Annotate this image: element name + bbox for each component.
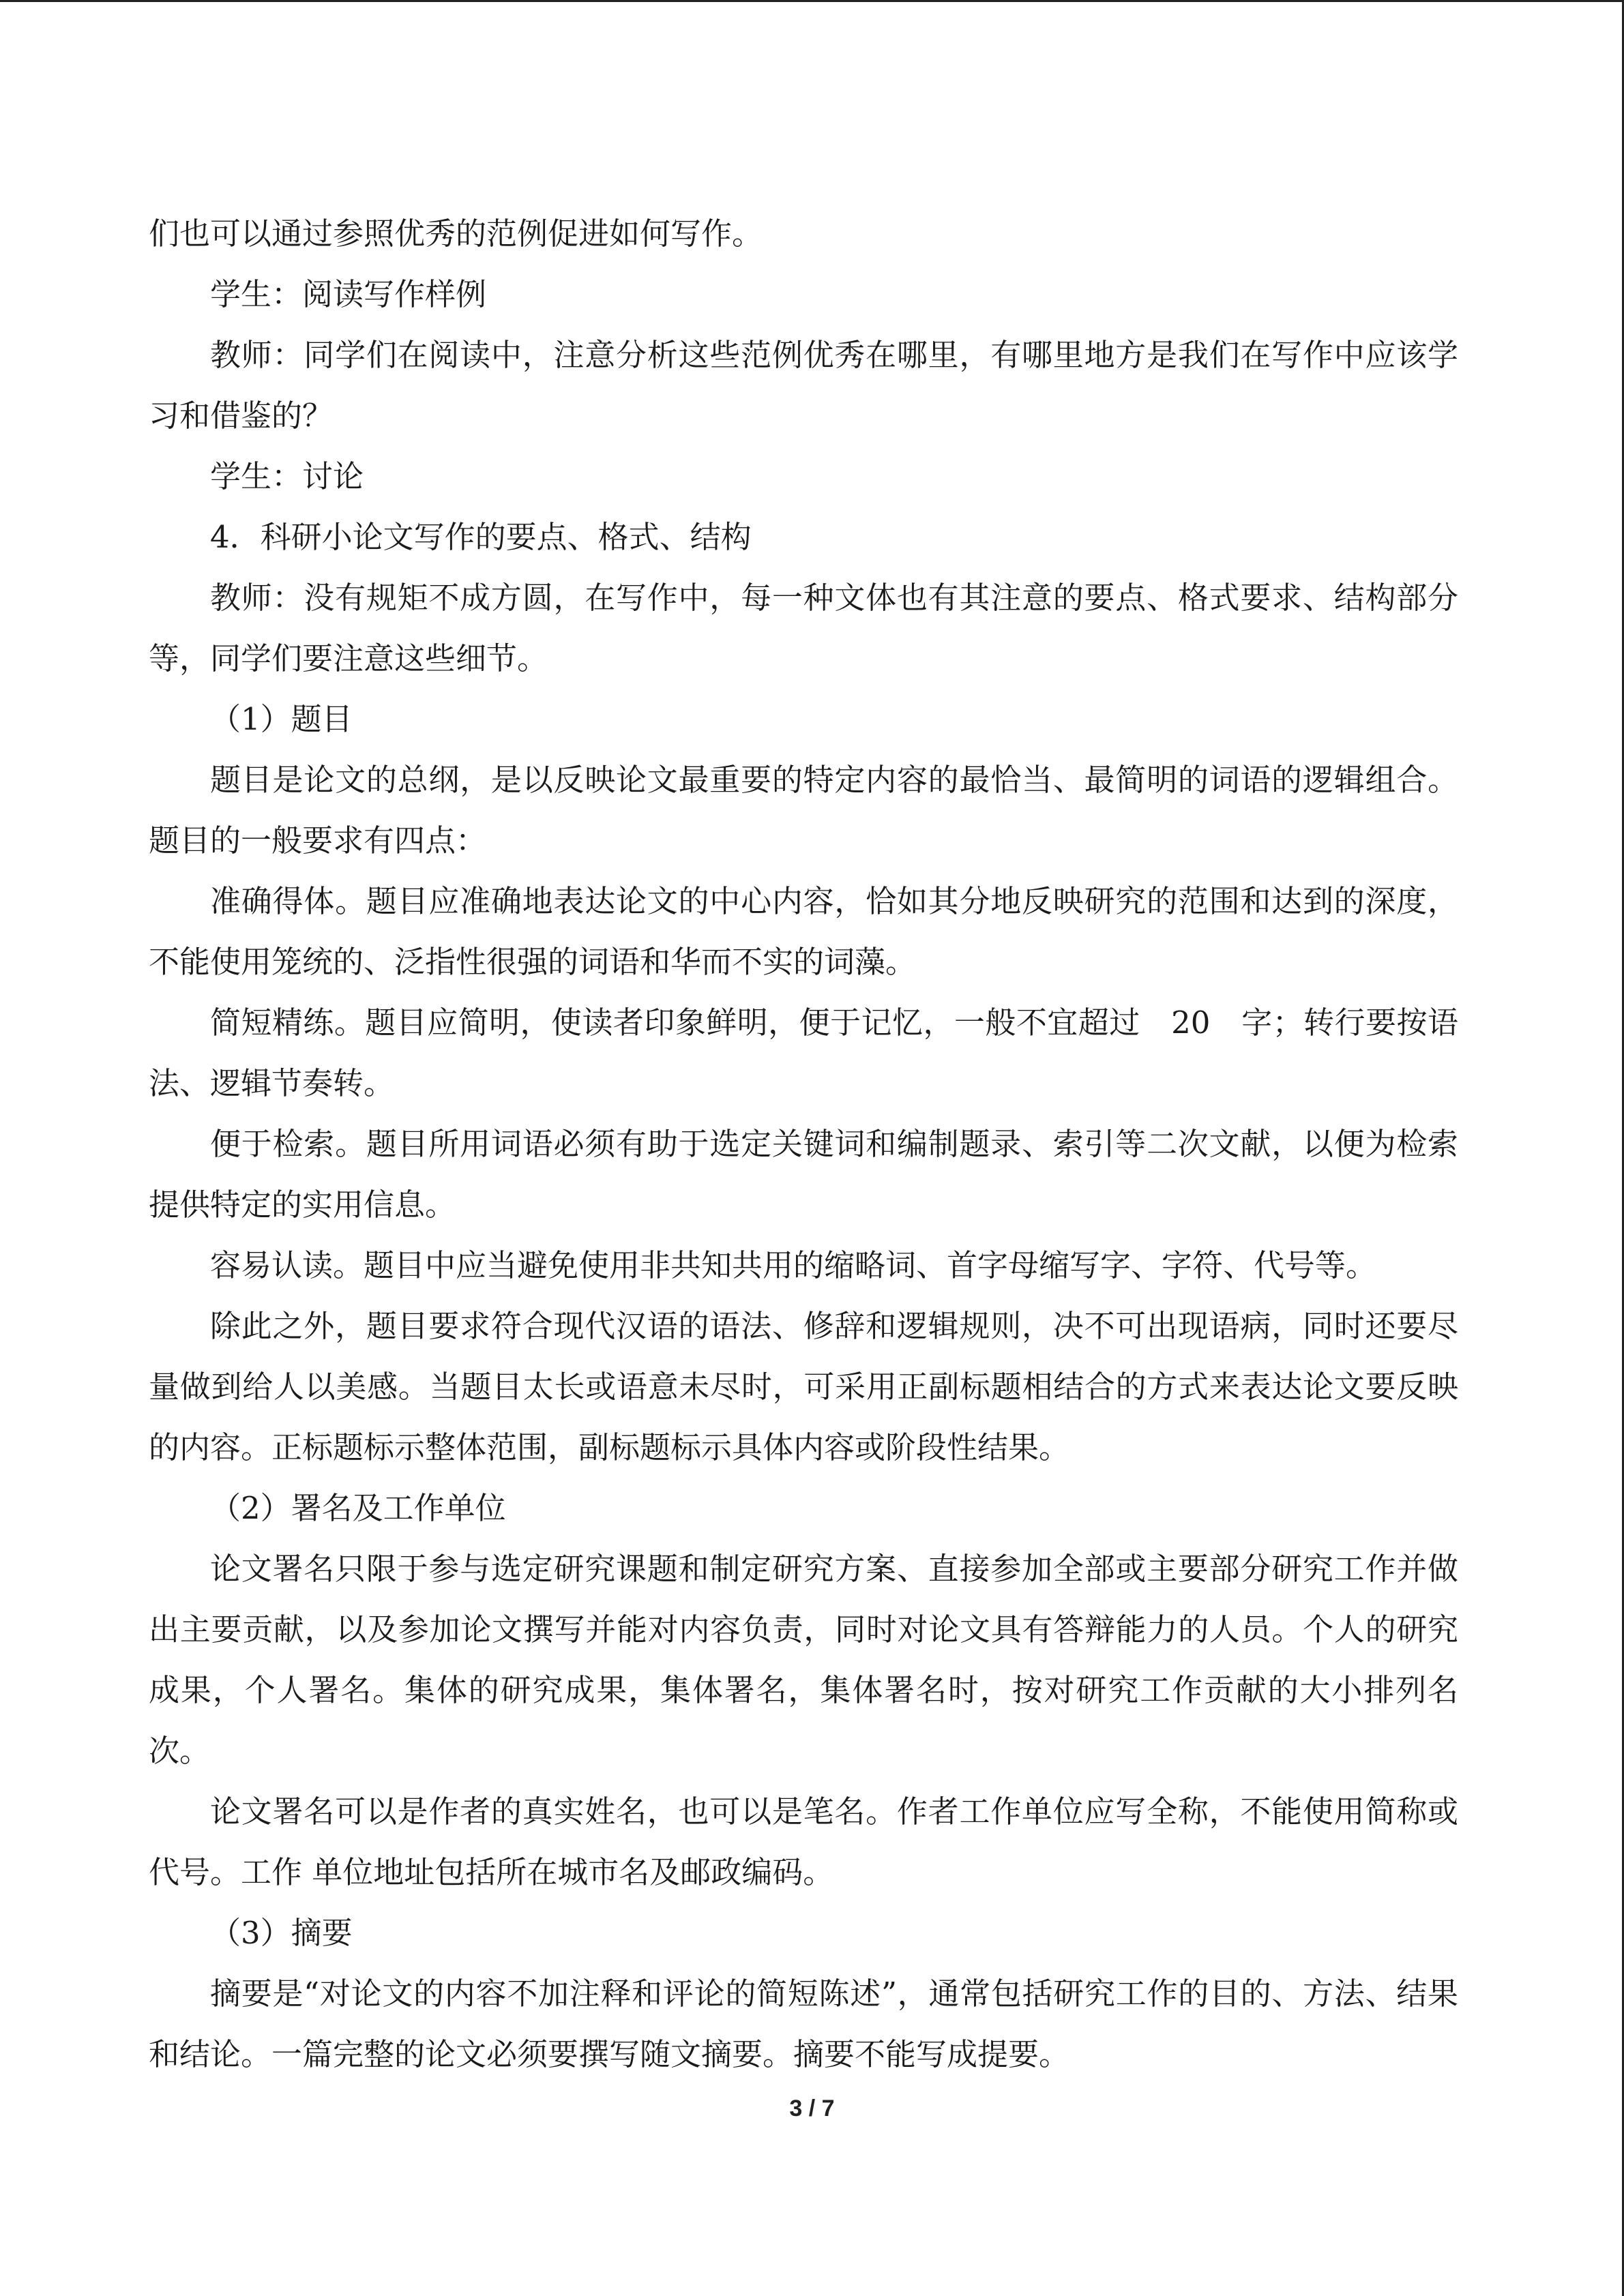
subheading-title: （1）题目	[210, 701, 353, 737]
section-heading-4: 4．科研小论文写作的要点、格式、结构	[210, 519, 752, 555]
paragraph-teacher-rules: 教师：没有规矩不成方圆，在写作中，每一种文体也有其注意的要点、格式要求、结构部分等，同学们要注意这些细节。	[149, 580, 1458, 676]
paragraph-searchable: 便于检索。题目所用词语必须有助于选定关键词和编制题录、索引等二次文献，以便为检索提供特定的实用信息。	[149, 1126, 1458, 1223]
subheading-abstract: （3）摘要	[210, 1915, 353, 1951]
paragraph-additional: 除此之外，题目要求符合现代汉语的语法、修辞和逻辑规则，决不可出现语病，同时还要尽量做到给人以美感。当题目太长或语意未尽时，可采用正副标题相结合的方式来表达论文要反映的内容。正标题标示整体范围，副标题标示具体内容或阶段性结果。	[149, 1308, 1458, 1465]
paragraph-student-reading: 学生：阅读写作样例	[210, 276, 487, 312]
paragraph-authorship-name: 论文署名可以是作者的真实姓名，也可以是笔名。作者工作单位应写全称，不能使用简称或代号。工作 单位地址包括所在城市名及邮政编码。	[149, 1793, 1458, 1890]
subheading-authorship: （2）署名及工作单位	[210, 1490, 506, 1526]
page-top-border	[0, 0, 1624, 2]
paragraph-readable: 容易认读。题目中应当避免使用非共知共用的缩略词、首字母缩写字、字符、代号等。	[210, 1247, 1377, 1283]
paragraph-title-definition: 题目是论文的总纲，是以反映论文最重要的特定内容的最恰当、最简明的词语的逻辑组合。题目的一般要求有四点：	[149, 762, 1458, 859]
paragraph-abstract: 摘要是“对论文的内容不加注释和评论的简短陈述”，通常包括研究工作的目的、方法、结果和结论。一篇完整的论文必须要撰写随文摘要。摘要不能写成提要。	[149, 1976, 1458, 2072]
page-number: 3 / 7	[789, 2096, 835, 2121]
paragraph-authorship-scope: 论文署名只限于参与选定研究课题和制定研究方案、直接参加全部或主要部分研究工作并做出主要贡献，以及参加论文撰写并能对内容负责，同时对论文具有答辩能力的人员。个人的研究成果，个人署名。集体的研究成果，集体署名，集体署名时，按对研究工作贡献的大小排列名次。	[149, 1551, 1458, 1769]
paragraph-accurate: 准确得体。题目应准确地表达论文的中心内容，恰如其分地反映研究的范围和达到的深度，不能使用笼统的、泛指性很强的词语和华而不实的词藻。	[149, 883, 1458, 980]
paragraph-teacher-analysis: 教师：同学们在阅读中，注意分析这些范例优秀在哪里，有哪里地方是我们在写作中应该学习和借鉴的？	[149, 337, 1458, 434]
document-body	[149, 203, 1458, 2085]
paragraph-student-discussion: 学生：讨论	[210, 458, 364, 494]
paragraph-concise: 简短精练。题目应简明，使读者印象鲜明，便于记忆，一般不宜超过 20 字；转行要按语法、逻辑节奏转。	[149, 1004, 1458, 1101]
paragraph-continuation: 们也可以通过参照优秀的范例促进如何写作。	[149, 215, 763, 252]
